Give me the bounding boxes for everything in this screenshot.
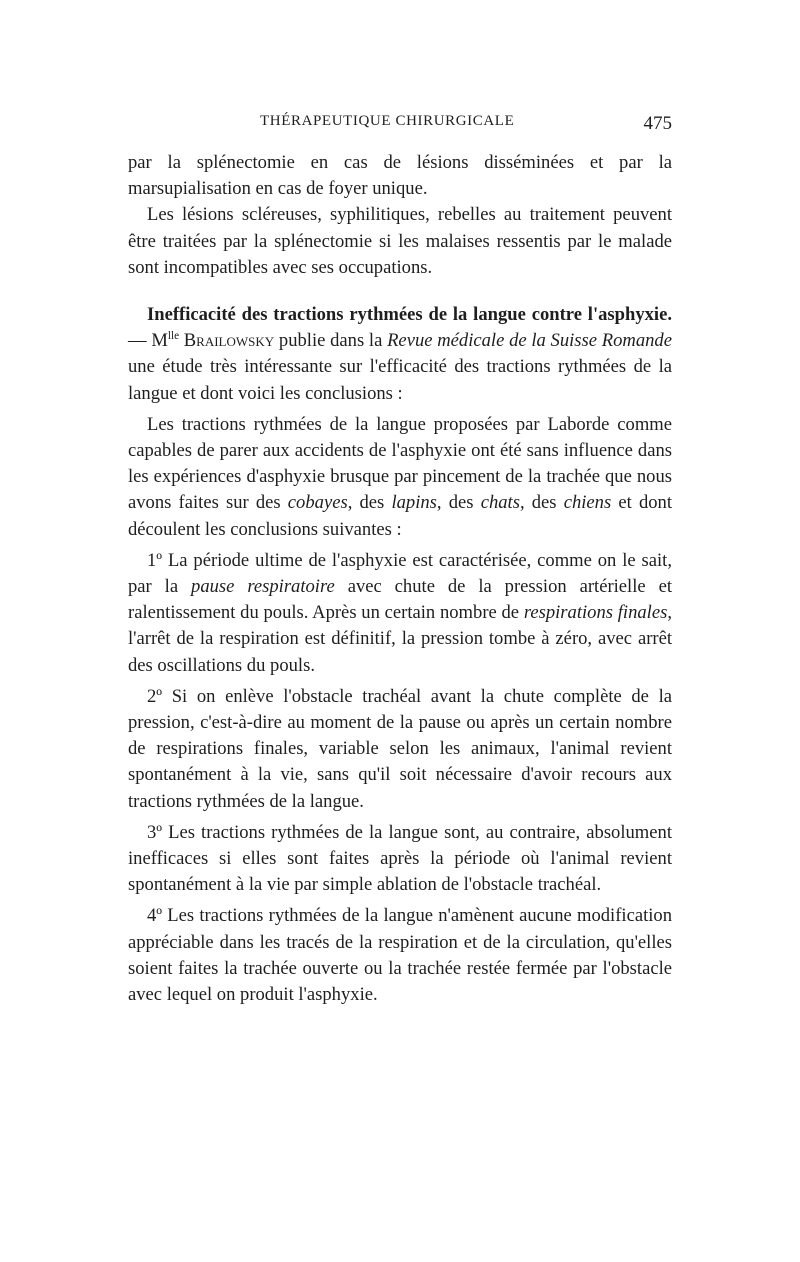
- conclusion-3-text: Les tractions rythmées de la langue sont, au contraire, absolument inefficaces si elles sont faites après la période où l'animal revient spontanément à la vie par simple ablation de l'obstacle trachéal.: [128, 821, 672, 896]
- conclusion-number: 1º: [147, 549, 163, 571]
- running-head: THÉRAPEUTIQUE CHIRURGICALE: [260, 113, 515, 129]
- conclusion-3: [128, 820, 672, 899]
- conclusion-2-text: Si on enlève l'obstacle trachéal avant la chute complète de la pression, c'est-à-dire au moment de la pause ou après un certain nombre de respirations finales, variable selon les animaux, l'animal revient spontanément à la vie, sans qu'il soit nécessaire d'avoir recours aux tractions rythmées de la langue.: [128, 685, 672, 812]
- author-superscript: lle: [167, 330, 180, 343]
- author-name: Brailowsky: [183, 330, 275, 352]
- paragraph-sclerotic-lesions: Les lésions scléreuses, syphilitiques, rebelles au traitement peuvent être traitées par la splénectomie si les malaises ressentis par le malade sont incompatibles avec ses occupations.: [128, 204, 672, 278]
- journal-title: Revue médicale de la Suisse Romande: [387, 330, 672, 352]
- conclusion-2: [128, 684, 672, 815]
- conclusion-1-text-1: La période ultime de l'asphyxie est caractérisée, comme on le sait, par la: [128, 549, 672, 598]
- term-respirations-finales: respirations finales: [523, 602, 668, 624]
- section-spacer: [128, 281, 672, 302]
- conclusion-4: [128, 903, 672, 1008]
- paragraph-experiments: [128, 412, 672, 543]
- paragraph-intro-continued: par la splénectomie en cas de lésions disséminées et par la marsupialisation en cas de foyer unique.: [128, 152, 672, 200]
- conclusion-number: 2º: [147, 685, 163, 707]
- section-text-2: une étude très intéressante sur l'efficacité des tractions rythmées de la langue et dont voici les conclusions :: [128, 356, 672, 404]
- animal-lapins: lapins: [391, 492, 437, 514]
- animal-chiens: chiens: [563, 492, 612, 514]
- term-pause-respiratoire: pause respiratoire: [191, 576, 335, 598]
- paragraph-section-intro: [128, 302, 672, 407]
- animal-cobayes: cobayes: [287, 492, 348, 514]
- page-number: 475: [643, 113, 672, 134]
- conclusion-number: 4º: [147, 905, 163, 927]
- conclusion-1: [128, 548, 672, 679]
- section-title: Inefficacité des tractions rythmées de la langue contre l'asphyxie.: [147, 304, 672, 326]
- conclusion-4-text: Les tractions rythmées de la langue n'amènent aucune modification appréciable dans les tracés de la respiration et de la circulation, qu'elles soient faites la trachée ouverte ou la trachée restée fermée par l'obstacle avec lequel on produit l'asphyxie.: [128, 905, 672, 1006]
- page-header: [128, 113, 672, 137]
- experiments-text-3: , des: [436, 492, 481, 514]
- main-text: [128, 150, 672, 1008]
- conclusion-number: 3º: [147, 821, 163, 843]
- section-dash: —: [128, 330, 152, 352]
- conclusion-1-text-2: avec chute de la pression artérielle et ralentissement du pouls. Après un certain nombre de: [128, 576, 672, 624]
- experiments-text-4: , des: [519, 492, 564, 514]
- experiments-text-5: et dont découlent les conclusions suivantes :: [128, 492, 673, 540]
- experiments-text-1: Les tractions rythmées de la langue proposées par Laborde comme capables de parer aux accidents de l'asphyxie ont été sans influence dans les expériences d'asphyxie brusque par pincement de la trachée que nous avons faites sur des: [128, 413, 672, 514]
- author-prefix: M: [151, 330, 168, 352]
- section-text-1: publie dans la: [274, 330, 388, 352]
- experiments-text-2: , des: [347, 492, 392, 514]
- animal-chats: chats: [480, 492, 520, 514]
- conclusion-1-text-3: , l'arrêt de la respiration est définitif, la pression tombe à zéro, avec arrêt des oscillations du pouls.: [128, 602, 672, 676]
